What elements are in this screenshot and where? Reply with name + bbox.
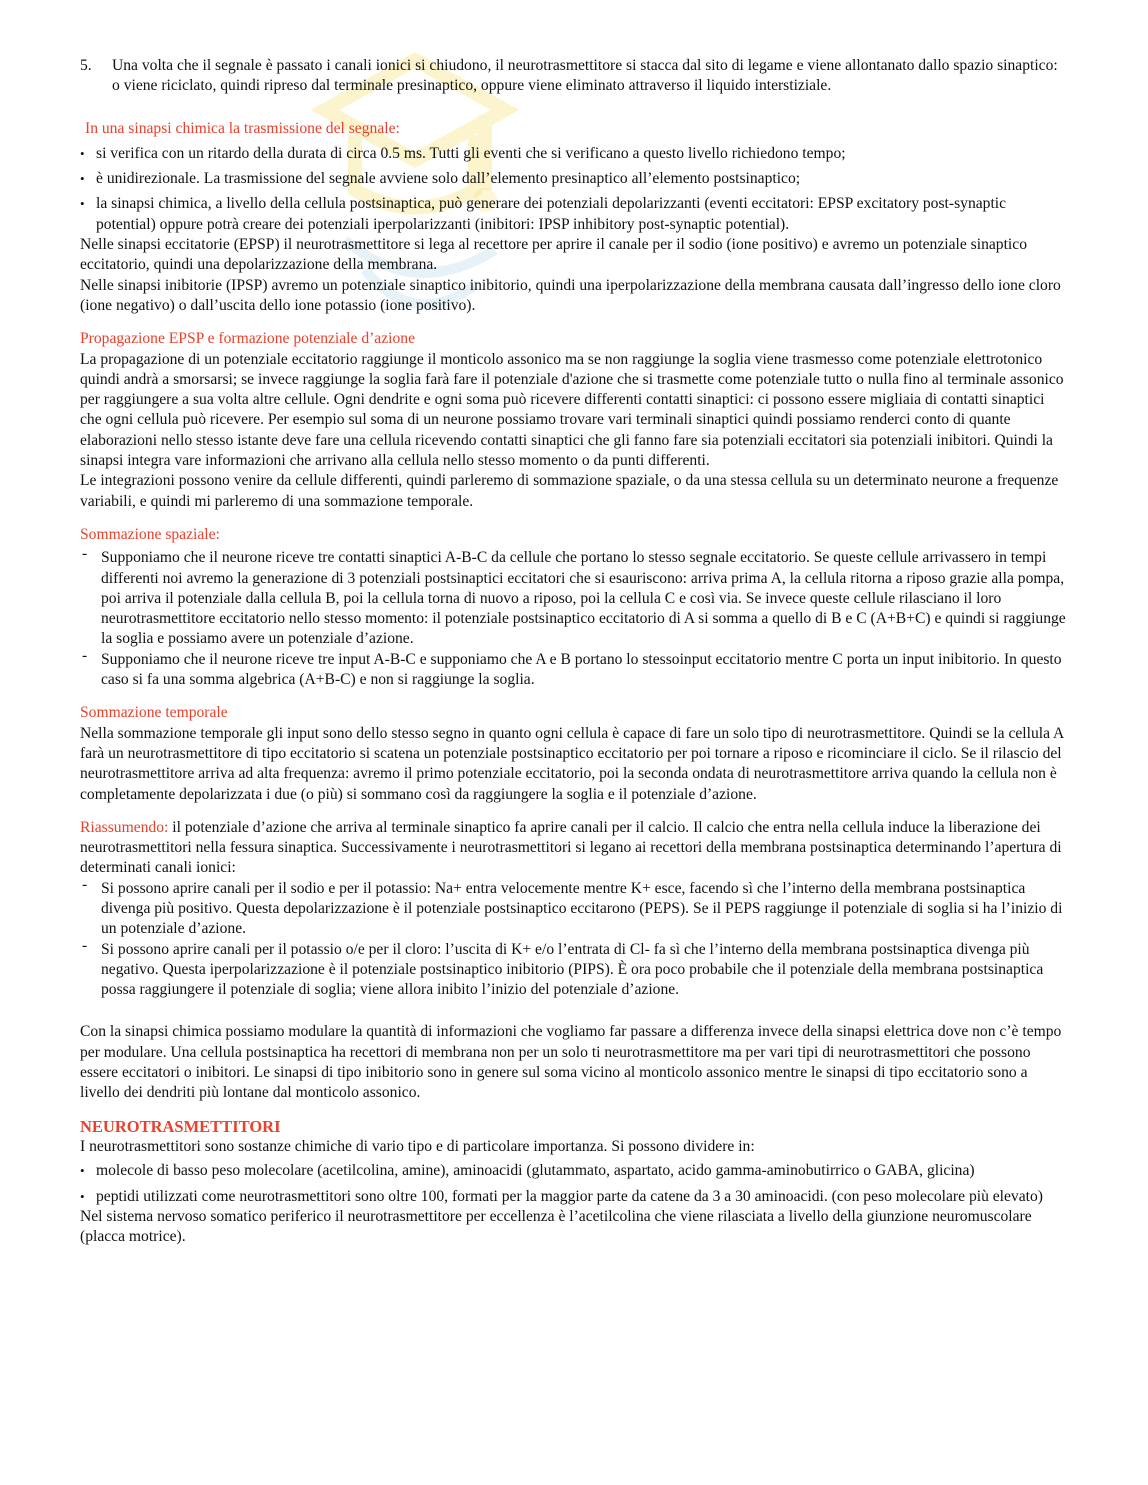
neurotransmitters-list bbox=[80, 1161, 1068, 1207]
list-item: • è unidirezionale. La trasmissione del segnale avviene solo dall’elemento presinaptico all’elemento postsinaptico; bbox=[80, 169, 1068, 189]
list-item: - Si possono aprire canali per il sodio e per il potassio: Na+ entra velocemente mentre K+ esce, facendo sì che l’interno della membrana postsinaptica divenga più positivo. Questa depolarizzazione è il potenziale postsinaptico eccitarono (PEPS). Se il PEPS raggiunge il potenziale di soglia si ha l’inizio di un potenziale d’azione. bbox=[80, 879, 1068, 940]
epsp-paragraph: Nelle sinapsi eccitatorie (EPSP) il neurotrasmettitore si lega al recettore per aprire il canale per il sodio (ione positivo) e avremo un potenziale sinaptico eccitatorio, quindi una depolarizzazione della membrana. bbox=[80, 236, 1027, 274]
modulation-paragraph: Con la sinapsi chimica possiamo modulare la quantità di informazioni che vogliamo far passare a differenza invece della sinapsi elettrica dove non c’è tempo per modulare. Una cellula postsinaptica ha recettori di membrana non per un solo ti neurotrasmettitore ma per vari tipi di neurotrasmettitori che possono essere eccitatori o inibitori. Le sinapsi di tipo inibitorio sono in genere sul soma vicino al monticolo assonico mentre le sinapsi di tipo eccitatorio sono a livello dei dendriti più lontane dal monticolo assonico. bbox=[80, 1023, 1062, 1102]
neurotransmitters-intro: I neurotrasmettitori sono sostanze chimiche di vario tipo e di particolare importanza. Si possono dividere in: bbox=[80, 1137, 755, 1155]
summary-lead: Riassumendo: bbox=[80, 818, 169, 836]
chemical-synapse-list bbox=[80, 144, 1068, 235]
summary-list bbox=[80, 879, 1068, 1001]
integration-paragraph: Le integrazioni possono venire da cellule differenti, quindi parleremo di sommazione spaziale, o da una stessa cellula su un determinato neurone a frequenze variabili, e quindi mi parleremo di una sommazione temporale. bbox=[80, 472, 1059, 510]
list-item: • peptidi utilizzati come neurotrasmettitori sono oltre 100, formati per la maggior parte da catene da 3 a 30 aminoacidi. (con peso molecolare più elevato) bbox=[80, 1187, 1068, 1207]
chemical-synapse-heading: In una sinapsi chimica la trasmissione del segnale: bbox=[85, 119, 400, 137]
propagation-heading: Propagazione EPSP e formazione potenziale d’azione bbox=[80, 330, 415, 348]
list-item: • la sinapsi chimica, a livello della cellula postsinaptica, può generare dei potenziali depolarizzanti (eventi eccitatori: EPSP excitatory post-synaptic potential) oppure potrà creare dei potenziali iperpolarizzanti (inibitori: IPSP inhibitory post-synaptic potential). bbox=[80, 194, 1068, 235]
document-page bbox=[80, 56, 1068, 1247]
list-item: - Si possono aprire canali per il potassio o/e per il cloro: l’uscita di K+ e/o l’entrata di Cl- fa sì che l’interno della membrana postsinaptica divenga più negativo. Questa iperpolarizzazione è il potenziale postsinaptico inibitorio (PIPS). È ora poco probabile che il potenziale della membrana postsinaptica possa raggiungere il potenziale di soglia; viene allora inibito l’inizio del potenziale d’azione. bbox=[80, 940, 1068, 1001]
temporal-summation-heading: Sommazione temporale bbox=[80, 704, 228, 722]
ipsp-paragraph: Nelle sinapsi inibitorie (IPSP) avremo un potenziale sinaptico inibitorio, quindi una iperpolarizzazione della membrana causata dall’ingresso dello ione cloro (ione negativo) o dall’uscita dello ione potassio (ione positivo). bbox=[80, 276, 1061, 314]
summary-paragraph bbox=[80, 818, 1068, 879]
neurotransmitters-heading: NEUROTRASMETTITORI bbox=[80, 1116, 281, 1136]
item-number: 5. bbox=[80, 57, 92, 74]
list-item: • si verifica con un ritardo della durata di circa 0.5 ms. Tutti gli eventi che si verificano a questo livello richiedono tempo; bbox=[80, 144, 1068, 164]
summary-text: il potenziale d’azione che arriva al terminale sinaptico fa aprire canali per il calcio. Il calcio che entra nella cellula induce la liberazione dei neurotrasmettitori nella fessura sinaptica. Successivamente i neurotrasmettitori si legano ai recettori della membrana postsinaptica determinando l’apertura di determinati canali ionici: bbox=[80, 818, 1062, 877]
list-item: - Supponiamo che il neurone riceve tre contatti sinaptici A-B-C da cellule che portano lo stesso segnale eccitatorio. Se queste cellule arrivassero in tempi differenti noi avremo la generazione di 3 potenziali postsinaptici eccitatori che si esauriscono: arriva prima A, la cellula ritorna a riposo grazie alla pompa, poi arriva il potenziale dalla cellula B, poi la cellula torna di nuovo a riposo, poi la cellula C e così via. Se invece queste cellule rilasciano il loro neurotrasmettitore eccitatorio nello stesso momento: il potenziale postsinaptico eccitatorio di A si somma a quello di B e C (A+B+C) e quindi si raggiunge la soglia e possiamo avere un potenziale d’azione. bbox=[80, 548, 1068, 649]
temporal-summation-paragraph: Nella sommazione temporale gli input sono dello stesso segno in quanto ogni cellula è capace di fare un solo tipo di neurotrasmettitore. Quindi se la cellula A farà un neurotrasmettitore di tipo eccitatorio si scatena un potenziale postsinaptico eccitatorio per poi tornare a riposo e ricominciare il ciclo. Se il rilascio del neurotrasmettitore arriva ad alta frequenza: avremo il primo potenziale eccitatorio, poi la seconda ondata di neurotrasmettitore arriva quando la cellula non è completamente depolarizzata i due (o più) si sommano così da raggiungere la soglia e il potenziale d’azione. bbox=[80, 724, 1064, 803]
spatial-summation-list bbox=[80, 548, 1068, 690]
list-item: - Supponiamo che il neurone riceve tre input A-B-C e supponiamo che A e B portano lo stessoinput eccitatorio mentre C porta un input inibitorio. In questo caso si fa una somma algebrica (A+B-C) e non si raggiunge la soglia. bbox=[80, 650, 1068, 691]
neurotransmitters-closing: Nel sistema nervoso somatico periferico il neurotrasmettitore per eccellenza è l’acetilcolina che viene rilasciata a livello della giunzione neuromuscolare (placca motrice). bbox=[80, 1207, 1032, 1246]
propagation-paragraph: La propagazione di un potenziale eccitatorio raggiunge il monticolo assonico ma se non raggiunge la soglia viene trasmesso come potenziale elettrotonico quindi andrà a smorsarsi; se invece raggiunge la soglia farà fare il potenziale d'azione che si trasmette come potenziale tutto o nulla fino al terminale assonico per raggiungere a sua volta altre cellule. Ogni dendrite e ogni soma può ricevere differenti contatti sinaptici: ci possono essere migliaia di contatti sinaptici che ogni cellula può ricevere. Per esempio sul soma di un neurone possiamo trovare vari terminali sinaptici quindi possiamo renderci conto di quante elaborazioni nello stesso istante deve fare una cellula ricevendo contatti sinaptici che gli fanno fare sia potenziali eccitatori sia potenziali inibitori. Quindi la sinapsi integra vare informazioni che arrivano alla cellula nello stesso momento o da punti differenti. bbox=[80, 350, 1064, 470]
item-text: Una volta che il segnale è passato i canali ionici si chiudono, il neurotrasmettitore si stacca dal sito di legame e viene allontanato dallo spazio sinaptico: o viene riciclato, quindi ripreso dal terminale presinaptico, oppure viene eliminato attraverso il liquido interstiziale. bbox=[112, 57, 1058, 95]
numbered-item-5 bbox=[80, 56, 1068, 97]
spatial-summation-heading: Sommazione spaziale: bbox=[80, 525, 220, 543]
list-item: • molecole di basso peso molecolare (acetilcolina, amine), aminoacidi (glutammato, aspartato, acido gamma-aminobutirrico o GABA, glicina) bbox=[80, 1161, 1068, 1181]
